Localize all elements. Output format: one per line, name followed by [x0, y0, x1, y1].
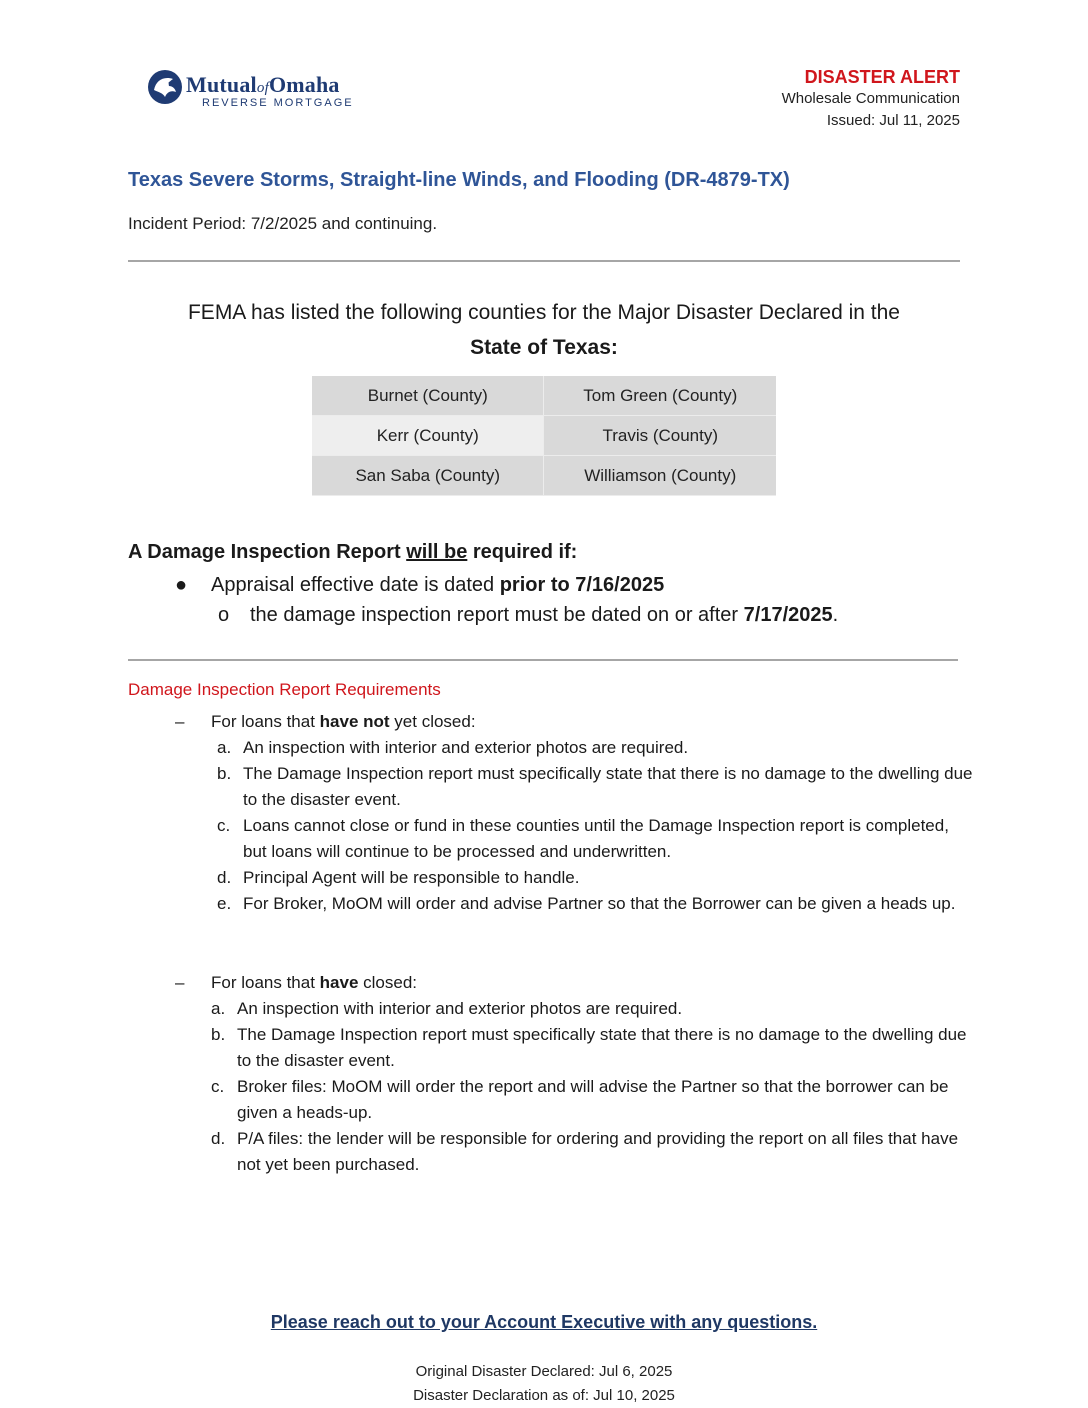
contact-account-executive-link[interactable]: Please reach out to your Account Executive with any questions. [270, 1312, 818, 1332]
alert-header [782, 66, 960, 132]
channel-label: Wholesale Communication [781, 90, 960, 107]
county-cell: Williamson (County) [544, 456, 776, 496]
not-closed-lead: – For loans that have not yet closed: [175, 712, 476, 731]
original-declared-date: Original Disaster Declared: Jul 6, 2025 [415, 1363, 673, 1380]
requirements-heading: Damage Inspection Report Requirements [128, 680, 441, 699]
company-logo [146, 66, 356, 114]
divider [128, 659, 958, 661]
lion-icon [146, 68, 184, 106]
county-cell: Tom Green (County) [544, 376, 776, 416]
divider [128, 260, 960, 262]
directive-bullet: ● Appraisal effective date is dated prior to 7/16/2025 [175, 574, 665, 596]
bullet-icon: ● [175, 574, 188, 596]
closed-lead: – For loans that have closed: [175, 973, 418, 992]
inspection-directive-heading: A Damage Inspection Report will be required if: [128, 541, 578, 563]
county-cell: Kerr (County) [312, 416, 544, 456]
list-item: e. For Broker, MoOM will order and advise Partner so that the Borrower can be given a heads up. [217, 894, 956, 913]
counties-table [312, 376, 776, 496]
table-row [312, 416, 776, 456]
closed-section [175, 970, 975, 1178]
county-cell: Travis (County) [544, 416, 776, 456]
list-item: d. Principal Agent will be responsible to handle. [217, 868, 580, 887]
declaration-as-of-date: Disaster Declaration as of: Jul 10, 2025 [413, 1387, 675, 1404]
county-cell: Burnet (County) [312, 376, 544, 416]
incident-period: Incident Period: 7/2/2025 and continuing. [128, 214, 438, 233]
list-item: a. An inspection with interior and exterior photos are required. [217, 738, 689, 757]
state-label: State of Texas: [470, 336, 618, 359]
list-item: b. The Damage Inspection report must specifically state that there is no damage to the dwelling due to the disaster event. [211, 1025, 967, 1070]
logo-subtitle: REVERSE MORTGAGE [202, 97, 354, 109]
directive-sub-bullet: o the damage inspection report must be dated on or after 7/17/2025. [218, 604, 839, 626]
list-item: d. P/A files: the lender will be responsible for ordering and providing the report on all files that have not yet been purchased. [211, 1129, 959, 1174]
table-row [312, 456, 776, 496]
page-title: Texas Severe Storms, Straight-line Winds, and Flooding (DR-4879-TX) [128, 169, 790, 191]
county-cell: San Saba (County) [312, 456, 544, 496]
issued-date: Issued: Jul 11, 2025 [826, 112, 960, 129]
disaster-alert-label: DISASTER ALERT [804, 67, 960, 87]
list-item: b. The Damage Inspection report must specifically state that there is no damage to the dwelling due to the disaster event. [217, 764, 973, 809]
not-closed-section [175, 709, 975, 917]
fema-statement [128, 295, 960, 365]
fema-text: FEMA has listed the following counties for the Major Disaster Declared in the [187, 301, 900, 324]
logo-wordmark: MutualofOmaha [186, 72, 340, 97]
list-item: c. Broker files: MoOM will order the report and will advise the Partner so that the borrower can be given a heads-up. [211, 1077, 949, 1122]
table-row [312, 376, 776, 416]
list-item: c. Loans cannot close or fund in these counties until the Damage Inspection report is completed, but loans will continue to be processed and underwritten. [217, 816, 949, 861]
list-item: a. An inspection with interior and exterior photos are required. [211, 999, 683, 1018]
